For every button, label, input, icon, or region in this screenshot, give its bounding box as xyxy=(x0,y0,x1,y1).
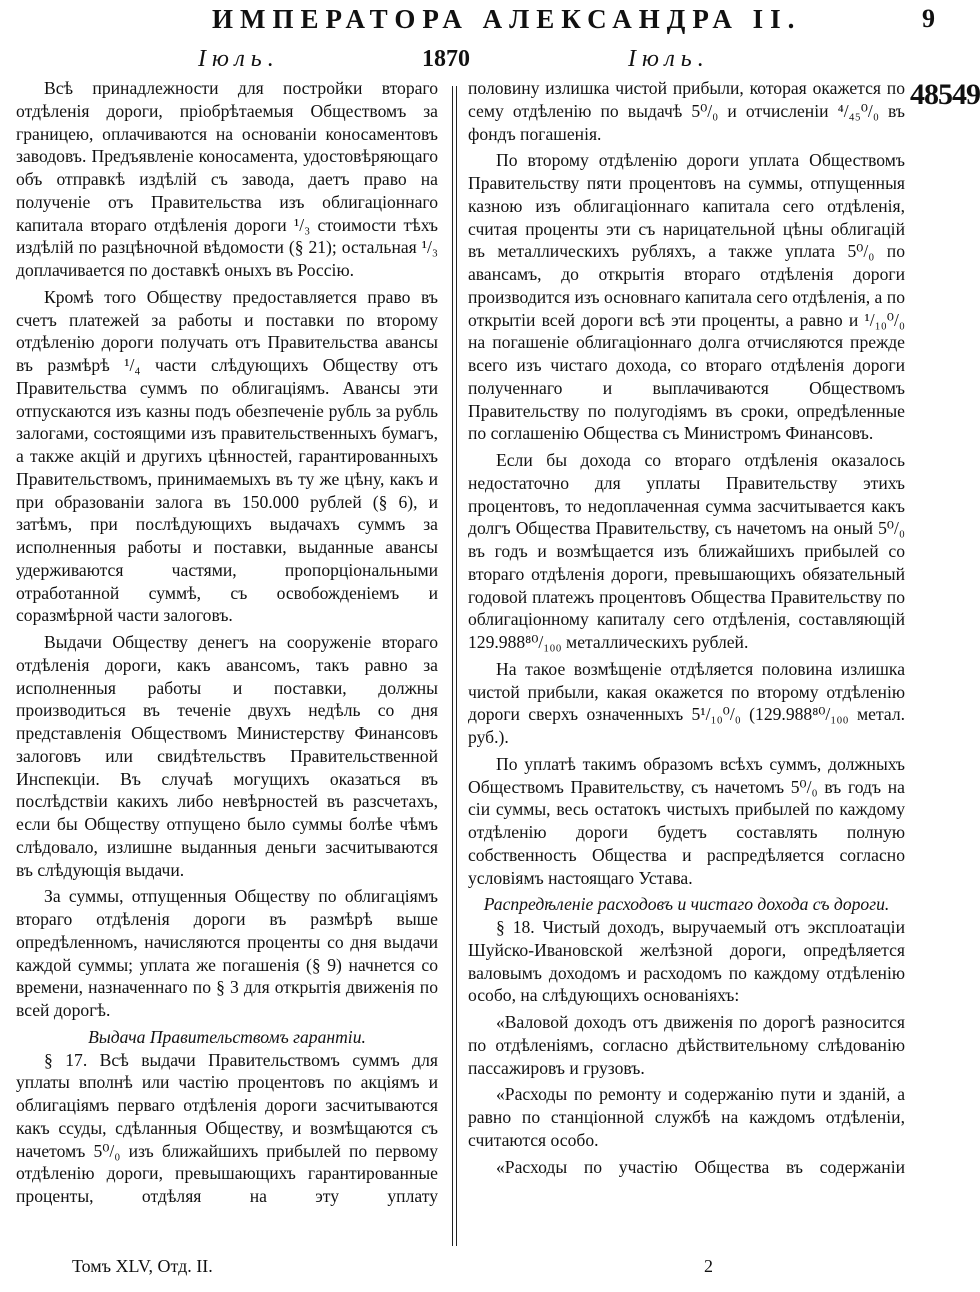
year: 1870 xyxy=(422,46,470,72)
right-column xyxy=(468,77,905,1182)
paragraph: Выдачи Обществу денегъ на сооруженіе втораго отдѣленія дороги, какъ авансомъ, такъ равно за исполненныя работы и поставки, должны производиться въ теченіе двухъ недѣль со дня представленія Обществомъ Министерству Финансовъ залоговъ или свидѣтельствъ Правительственной Инспекціи. Въ случаѣ могущихъ оказаться въ послѣдствіи какихъ либо невѣрностей въ разсчетахъ, если бы Обществу отпущено было суммы болѣе чѣмъ слѣдовало, излишне выданныя деньги засчитываются въ слѣдующія выдачи. xyxy=(16,632,438,880)
paragraph: «Валовой доходъ отъ движенія по дорогѣ разносится по отдѣленіямъ, согласно дѣйствительному слѣдованію пассажировъ и грузовъ. xyxy=(468,1012,905,1078)
running-header-title: ИМПЕРАТОРА АЛЕКСАНДРА II. xyxy=(212,4,802,34)
margin-law-number: 48549 xyxy=(910,78,980,111)
paragraph: Кромѣ того Обществу предоставляется право въ счетъ платежей за работы и поставки по второму отдѣленію дороги получать отъ Правительства авансы въ размѣрѣ ¹/₄ части слѣдующихъ Обществу отъ Правительства суммъ по облигаціямъ. Авансы эти отпускаются изъ казны подъ обезпеченіе рубль за рубль залогами, состоящими изъ правительственныхъ бумагъ, а также акцій и другихъ цѣнностей, гарантированныхъ Правительствомъ, принимаемыхъ въ ту же цѣну, какъ и при образованіи залога въ 150.000 рублей (§ 6), и затѣмъ, при послѣдующихъ выдачахъ суммъ за исполненныя работы и поставки, выданные авансы удерживаются частями, пропорціональными отработанной суммѣ, съ освобожденіемъ и соразмѣрной части залоговъ. xyxy=(16,286,438,626)
paragraph: половину излишка чистой прибыли, которая окажется по сему отдѣленію по выдачѣ 5⁰/₀ и отчисленіи ⁴/₄₅⁰/₀ въ фондъ погашенія. xyxy=(468,78,905,144)
paragraph: «Расходы по участію Общества въ содержаніи xyxy=(496,1156,905,1177)
paragraph: «Расходы по ремонту и содержанію пути и зданій, а равно по станціонной службѣ на каждомъ отдѣленіи, считаются особо. xyxy=(468,1084,905,1150)
paragraph: Если бы дохода со втораго отдѣленія оказалось недостаточно для уплаты Правительству этихъ процентовъ, то недоплаченная сумма засчитывается какъ долгъ Общества Правительству, съ начетомъ на оный 5⁰/₀ въ годъ и возмѣщается изъ ближайшихъ прибылей со втораго отдѣленія дороги, превышающихъ обязательный годовой платежъ процентовъ Общества Правительству по облигаціонному капиталу сего отдѣленія, составляющій 129.988⁸⁰/₁₀₀ металлическихъ рублей. xyxy=(468,450,905,652)
footer-signature: 2 xyxy=(704,1256,713,1276)
section-heading: Выдача Правительствомъ гарантіи. xyxy=(88,1026,366,1047)
section-heading: Распредѣленіе расходовъ и чистаго дохода съ дороги. xyxy=(483,894,890,915)
paragraph: За суммы, отпущенныя Обществу по облигаціямъ втораго отдѣленія дороги въ размѣрѣ выше опредѣленномъ, начисляются проценты со дня выдачи каждой суммы; уплата же погашенія (§ 9) начнется со времени, назначеннаго по § 3 для открытія движенія по всей дорогѣ. xyxy=(16,886,438,1020)
footer-volume: Томъ XLV, Отд. II. xyxy=(72,1256,213,1276)
paragraph: По второму отдѣленію дороги уплата Обществомъ Правительству пяти процентовъ на суммы, отпущенныя казною изъ облигаціоннаго капитала сего отдѣленія, считая проценты эти съ нарицательной цѣны облигацій въ металлическихъ рубляхъ, а также уплата 5⁰/₀ по авансамъ, до открытія втораго отдѣленія дороги производится изъ основнаго капитала сего отдѣленія, а по открытіи всей дороги всѣ эти проценты, а равно и ¹/₁₀⁰/₀ на погашеніе облигаціоннаго долга отчисляются прежде всего изъ чистаго дохода, со втораго отдѣленія дороги полученнаго и выплачиваются Обществомъ Правительству по полугодіямъ въ сроки, опредѣленные по соглашенію Общества съ Министромъ Финансовъ. xyxy=(468,150,905,444)
paragraph: § 18. Чистый доходъ, выручаемый отъ эксплоатаціи Шуйско-Ивановской желѣзной дороги, опредѣляется валовымъ доходомъ и расходомъ по каждому отдѣленію особо, на слѣдующихъ основаніяхъ: xyxy=(468,917,905,1006)
month-left: Іюль. xyxy=(198,46,280,72)
paragraph: На такое возмѣщеніе отдѣляется половина излишка чистой прибыли, какая окажется по второму отдѣленію дороги сверхъ означенныхъ 5¹/₁₀⁰/₀ (129.988⁸⁰/₁₀₀ метал. руб.). xyxy=(468,658,905,747)
paragraph: Всѣ принадлежности для постройки втораго отдѣленія дороги, пріобрѣтаемыя Обществомъ за границею, оплачиваются на основаніи коносаментовъ заводовъ. Предъявленіе коносамента, удостовѣряющаго объ отправкѣ издѣлій съ завода, даетъ право на полученіе отъ Правительства изъ облигаціоннаго капитала втораго отдѣленія дороги ¹/₃ стоимости тѣхъ издѣлій по разцѣночной вѣдомости (§ 21); остальная ¹/₃ доплачивается по доставкѣ оныхъ въ Россію. xyxy=(16,78,438,280)
paragraph: § 17. Всѣ выдачи Правительствомъ суммъ для уплаты вполнѣ или частію процентовъ по акціямъ и облигаціямъ перваго отдѣленія дороги засчитываются какъ ссуды, сдѣланныя Обществу, и возмѣщаются съ начетомъ 5⁰/₀ изъ ближайшихъ прибылей по первому отдѣленію дороги, превышающихъ гарантированные проценты, отдѣляя на эту уплату xyxy=(16,1049,438,1206)
paragraph: По уплатѣ такимъ образомъ всѣхъ суммъ, должныхъ Обществомъ Правительству, съ начетомъ 5⁰/₀ въ годъ на сіи суммы, весь остатокъ чистыхъ прибылей по каждому отдѣленію дороги будетъ составлять полную собственность Общества и распредѣляется согласно условіямъ настоящаго Устава. xyxy=(468,753,905,888)
month-right: Іюль. xyxy=(628,46,710,72)
left-column xyxy=(16,77,438,1212)
page-number: 9 xyxy=(922,4,935,33)
column-divider xyxy=(452,86,457,1246)
